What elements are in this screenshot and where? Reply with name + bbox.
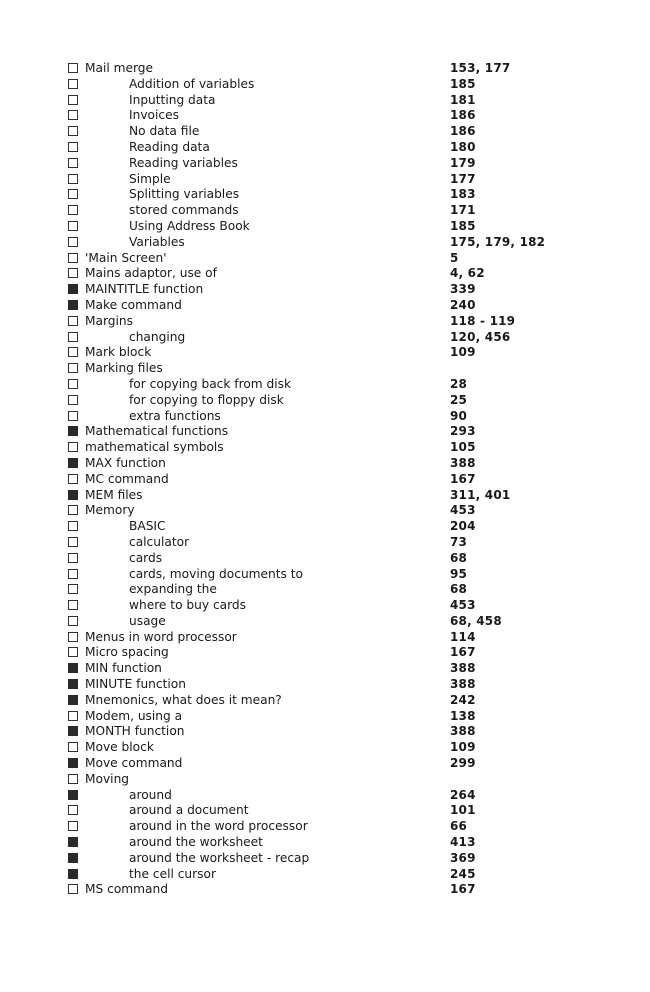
empty-checkbox-icon — [68, 774, 78, 784]
page-references: 299 — [450, 756, 476, 771]
index-term: for copying back from disk — [129, 376, 292, 391]
page-references: 242 — [450, 692, 476, 707]
empty-checkbox-icon — [68, 237, 78, 247]
index-term: Addition of variables — [129, 76, 255, 91]
index-subentry — [68, 535, 568, 551]
index-subentry — [68, 203, 568, 219]
page-references: 388 — [450, 455, 476, 470]
index-term: around a document — [129, 803, 249, 818]
index-entry — [68, 709, 568, 725]
page-references: 153, 177 — [450, 61, 511, 75]
empty-checkbox-icon — [68, 395, 78, 405]
index-subentry — [68, 567, 568, 583]
page-references: 388 — [450, 661, 476, 676]
index-entry — [68, 266, 568, 282]
empty-checkbox-icon — [68, 205, 78, 215]
index-term: around the worksheet - recap — [129, 850, 310, 865]
empty-checkbox-icon — [68, 474, 78, 484]
page-references: 118 - 119 — [450, 313, 516, 328]
index-term: cards, moving documents to — [129, 566, 304, 581]
page-references: 339 — [450, 282, 476, 297]
empty-checkbox-icon — [68, 363, 78, 373]
index-entry — [68, 724, 568, 740]
empty-checkbox-icon — [68, 505, 78, 515]
index-term: Memory — [85, 503, 135, 518]
page-references: 311, 401 — [450, 487, 511, 502]
index-term: the cell cursor — [129, 866, 216, 881]
index-entry — [68, 772, 568, 788]
empty-checkbox-icon — [68, 189, 78, 199]
index-term: Menus in word processor — [85, 629, 237, 644]
empty-checkbox-icon — [68, 553, 78, 563]
index-term: MINUTE function — [85, 677, 186, 692]
page-references: 185 — [450, 76, 476, 91]
index-term: mathematical symbols — [85, 440, 224, 455]
filled-checkbox-icon — [68, 458, 78, 468]
page-references: 5 — [450, 250, 459, 265]
page-references: 138 — [450, 708, 476, 723]
page-references: 167 — [450, 882, 476, 897]
index-term: MIN function — [85, 661, 162, 676]
index-subentry — [68, 851, 568, 867]
index-subentry — [68, 393, 568, 409]
page-references: 453 — [450, 598, 476, 613]
index-subentry — [68, 409, 568, 425]
index-term: No data file — [129, 124, 200, 139]
index-subentry — [68, 819, 568, 835]
empty-checkbox-icon — [68, 316, 78, 326]
page-references: 240 — [450, 297, 476, 312]
empty-checkbox-icon — [68, 884, 78, 894]
index-term: calculator — [129, 534, 190, 549]
page-references: 185 — [450, 218, 476, 233]
empty-checkbox-icon — [68, 647, 78, 657]
index-term: Using Address Book — [129, 218, 250, 233]
page-references: 95 — [450, 566, 468, 581]
empty-checkbox-icon — [68, 95, 78, 105]
page-references: 114 — [450, 629, 476, 644]
index-term: Micro spacing — [85, 645, 169, 660]
index-term: Mains adaptor, use of — [85, 266, 217, 281]
index-term: Move command — [85, 756, 183, 771]
empty-checkbox-icon — [68, 616, 78, 626]
index-term: around in the word processor — [129, 819, 308, 834]
empty-checkbox-icon — [68, 79, 78, 89]
index-term: around the worksheet — [129, 835, 263, 850]
index-subentry — [68, 551, 568, 567]
index-term: Invoices — [129, 108, 179, 123]
filled-checkbox-icon — [68, 758, 78, 768]
index-term: MC command — [85, 471, 169, 486]
index-subentry — [68, 235, 568, 251]
index-term: Mail merge — [85, 61, 154, 75]
index-subentry — [68, 172, 568, 188]
index-entry — [68, 630, 568, 646]
index-entry — [68, 661, 568, 677]
filled-checkbox-icon — [68, 300, 78, 310]
index-subentry — [68, 598, 568, 614]
page-references: 388 — [450, 677, 476, 692]
page-references: 245 — [450, 866, 476, 881]
page-references: 68 — [450, 582, 468, 597]
index-term: MAX function — [85, 455, 166, 470]
page-references: 90 — [450, 408, 468, 423]
index-term: expanding the — [129, 582, 217, 597]
index-entry — [68, 645, 568, 661]
page-references: 179 — [450, 155, 476, 170]
index-term: cards — [129, 550, 163, 565]
page-references: 183 — [450, 187, 476, 202]
index-term: Marking files — [85, 361, 163, 376]
empty-checkbox-icon — [68, 569, 78, 579]
page-references: 28 — [450, 376, 468, 391]
index-entry — [68, 503, 568, 519]
page-references: 177 — [450, 171, 476, 186]
filled-checkbox-icon — [68, 790, 78, 800]
empty-checkbox-icon — [68, 347, 78, 357]
index-subentry — [68, 93, 568, 109]
index-subentry — [68, 867, 568, 883]
empty-checkbox-icon — [68, 142, 78, 152]
index-term: Reading data — [129, 139, 210, 154]
index-subentry — [68, 803, 568, 819]
empty-checkbox-icon — [68, 268, 78, 278]
page-references: 180 — [450, 139, 476, 154]
page-references: 186 — [450, 108, 476, 123]
page-references: 175, 179, 182 — [450, 234, 546, 249]
index-entry — [68, 882, 568, 898]
index-term: MEM files — [85, 487, 143, 502]
page-references: 25 — [450, 392, 468, 407]
page-references: 369 — [450, 850, 476, 865]
filled-checkbox-icon — [68, 679, 78, 689]
index-term: Mnemonics, what does it mean? — [85, 692, 282, 707]
page-references: 109 — [450, 740, 476, 755]
filled-checkbox-icon — [68, 837, 78, 847]
index-term: BASIC — [129, 519, 166, 534]
index-entry — [68, 456, 568, 472]
index-term: Margins — [85, 313, 133, 328]
index-subentry — [68, 77, 568, 93]
index-entry — [68, 488, 568, 504]
index-term: MONTH function — [85, 724, 185, 739]
index-entry — [68, 61, 568, 77]
empty-checkbox-icon — [68, 110, 78, 120]
page-references: 186 — [450, 124, 476, 139]
index-list — [68, 61, 568, 898]
index-subentry — [68, 156, 568, 172]
empty-checkbox-icon — [68, 521, 78, 531]
index-subentry — [68, 614, 568, 630]
page-references: 413 — [450, 835, 476, 850]
page-references: 73 — [450, 534, 468, 549]
page-references: 453 — [450, 503, 476, 518]
index-entry — [68, 345, 568, 361]
page-references: 204 — [450, 519, 476, 534]
empty-checkbox-icon — [68, 253, 78, 263]
page-references: 105 — [450, 440, 476, 455]
page-references: 181 — [450, 92, 476, 107]
empty-checkbox-icon — [68, 174, 78, 184]
page-references: 120, 456 — [450, 329, 511, 344]
index-term: Inputting data — [129, 92, 216, 107]
page-references: 388 — [450, 724, 476, 739]
empty-checkbox-icon — [68, 584, 78, 594]
index-subentry — [68, 140, 568, 156]
page-references: 68, 458 — [450, 613, 502, 628]
index-subentry — [68, 124, 568, 140]
empty-checkbox-icon — [68, 332, 78, 342]
empty-checkbox-icon — [68, 632, 78, 642]
page-references: 4, 62 — [450, 266, 485, 281]
filled-checkbox-icon — [68, 869, 78, 879]
empty-checkbox-icon — [68, 537, 78, 547]
filled-checkbox-icon — [68, 726, 78, 736]
index-term: for copying to floppy disk — [129, 392, 284, 407]
index-term: Simple — [129, 171, 171, 186]
index-entry — [68, 756, 568, 772]
index-term: Mark block — [85, 345, 152, 360]
filled-checkbox-icon — [68, 490, 78, 500]
filled-checkbox-icon — [68, 426, 78, 436]
index-term: Reading variables — [129, 155, 238, 170]
empty-checkbox-icon — [68, 379, 78, 389]
index-entry — [68, 440, 568, 456]
index-term: Moving — [85, 771, 130, 786]
index-term: stored commands — [129, 203, 239, 218]
empty-checkbox-icon — [68, 711, 78, 721]
index-entry — [68, 424, 568, 440]
empty-checkbox-icon — [68, 600, 78, 610]
index-subentry — [68, 519, 568, 535]
empty-checkbox-icon — [68, 411, 78, 421]
index-term: Mathematical functions — [85, 424, 229, 439]
filled-checkbox-icon — [68, 695, 78, 705]
index-term: around — [129, 787, 172, 802]
index-term: MS command — [85, 882, 168, 897]
index-term: extra functions — [129, 408, 221, 423]
filled-checkbox-icon — [68, 284, 78, 294]
index-term: Move block — [85, 740, 154, 755]
index-term: Splitting variables — [129, 187, 240, 202]
index-term: where to buy cards — [129, 598, 247, 613]
page-references: 68 — [450, 550, 468, 565]
index-subentry — [68, 377, 568, 393]
empty-checkbox-icon — [68, 158, 78, 168]
empty-checkbox-icon — [68, 221, 78, 231]
empty-checkbox-icon — [68, 126, 78, 136]
index-term: MAINTITLE function — [85, 282, 204, 297]
index-term: 'Main Screen' — [85, 250, 167, 265]
index-entry — [68, 677, 568, 693]
empty-checkbox-icon — [68, 442, 78, 452]
index-subentry — [68, 187, 568, 203]
empty-checkbox-icon — [68, 742, 78, 752]
index-term: Make command — [85, 297, 182, 312]
index-entry — [68, 740, 568, 756]
index-term: changing — [129, 329, 186, 344]
index-subentry — [68, 219, 568, 235]
index-subentry — [68, 835, 568, 851]
index-entry — [68, 361, 568, 377]
index-entry — [68, 251, 568, 267]
page-references: 167 — [450, 471, 476, 486]
index-term: Modem, using a — [85, 708, 183, 723]
page-references: 66 — [450, 819, 468, 834]
index-entry — [68, 314, 568, 330]
index-subentry — [68, 108, 568, 124]
empty-checkbox-icon — [68, 821, 78, 831]
index-subentry — [68, 582, 568, 598]
index-term: usage — [129, 613, 166, 628]
empty-checkbox-icon — [68, 63, 78, 73]
filled-checkbox-icon — [68, 663, 78, 673]
empty-checkbox-icon — [68, 805, 78, 815]
index-entry — [68, 472, 568, 488]
index-entry — [68, 282, 568, 298]
page-references: 171 — [450, 203, 476, 218]
index-entry — [68, 693, 568, 709]
page-references: 109 — [450, 345, 476, 360]
index-subentry — [68, 330, 568, 346]
page-references: 101 — [450, 803, 476, 818]
page-references: 264 — [450, 787, 476, 802]
page-references: 293 — [450, 424, 476, 439]
index-entry — [68, 298, 568, 314]
page-references: 167 — [450, 645, 476, 660]
index-subentry — [68, 788, 568, 804]
filled-checkbox-icon — [68, 853, 78, 863]
index-term: Variables — [129, 234, 185, 249]
